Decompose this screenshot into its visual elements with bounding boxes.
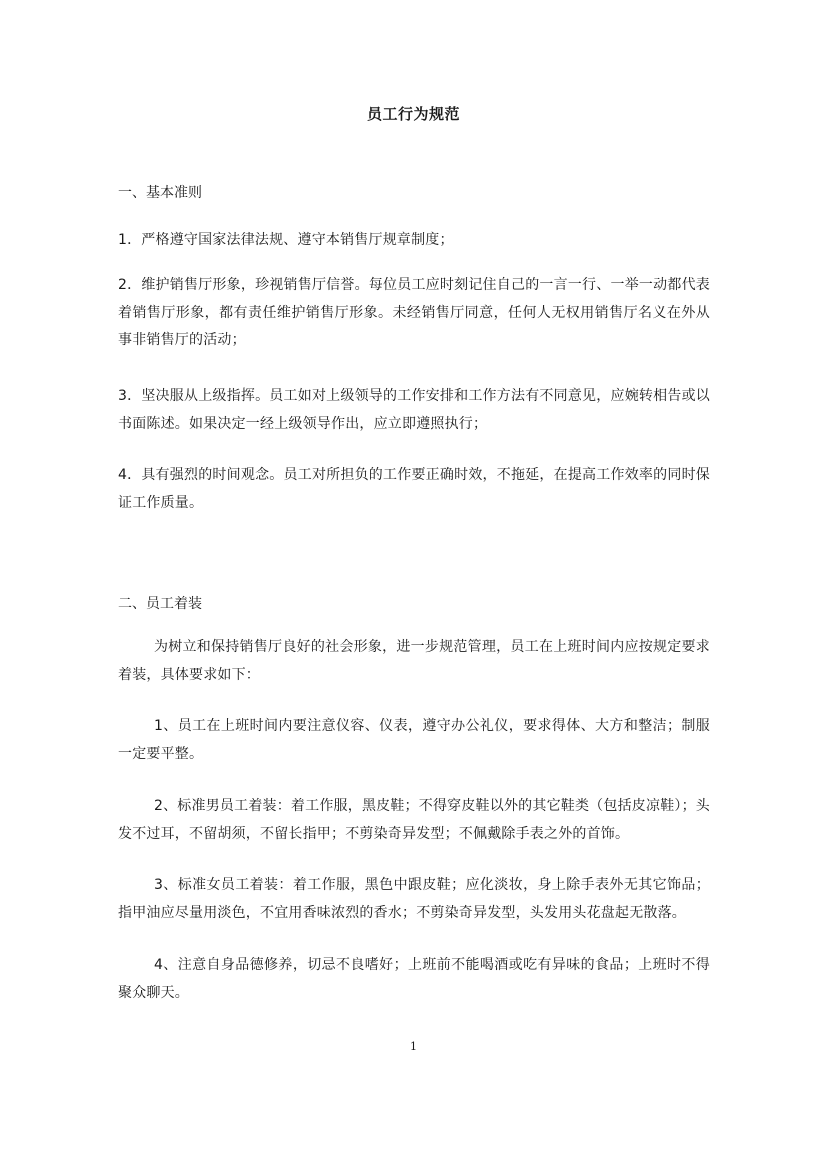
paragraph: 4．具有强烈的时间观念。员工对所担负的工作要正确时效，不拖延，在提高工作效率的同时保证工作质量。 (118, 467, 710, 511)
paragraph: 1．严格遵守国家法律法规、遵守本销售厅规章制度； (118, 232, 454, 248)
page-number: 1 (410, 1040, 417, 1053)
paragraph: 4、注意自身品德修养，切忌不良嗜好；上班前不能喝酒或吃有异味的食品；上班时不得聚众聊天。 (118, 957, 710, 1001)
section-heading-basic-principles: 一、基本准则 (118, 185, 202, 201)
page-title: 员工行为规范 (366, 105, 460, 123)
paragraph: 2、标准男员工着装：着工作服，黑皮鞋；不得穿皮鞋以外的其它鞋类（包括皮凉鞋）；头发不过耳，不留胡须，不留长指甲；不剪染奇异发型；不佩戴除手表之外的首饰。 (118, 798, 710, 842)
paragraph: 1、员工在上班时间内要注意仪容、仪表，遵守办公礼仪，要求得体、大方和整洁；制服一定要平整。 (118, 718, 710, 762)
paragraph-intro: 为树立和保持销售厅良好的社会形象，进一步规范管理，员工在上班时间内应按规定要求着装，具体要求如下： (118, 639, 710, 683)
paragraph: 3．坚决服从上级指挥。员工如对上级领导的工作安排和工作方法有不同意见，应婉转相告或以书面陈述。如果决定一经上级领导作出，应立即遵照执行； (118, 388, 710, 432)
paragraph: 2．维护销售厅形象，珍视销售厅信誉。每位员工应时刻记住自己的一言一行、一举一动都代表着销售厅形象，都有责任维护销售厅形象。未经销售厅同意，任何人无权用销售厅名义在外从事非销售厅的活动； (118, 277, 710, 348)
paragraph: 3、标准女员工着装：着工作服，黑色中跟皮鞋；应化淡妆，身上除手表外无其它饰品；指甲油应尽量用淡色，不宜用香味浓烈的香水；不剪染奇异发型，头发用头花盘起无散落。 (118, 877, 710, 921)
section-heading-employee-attire: 二、员工着装 (118, 596, 202, 612)
